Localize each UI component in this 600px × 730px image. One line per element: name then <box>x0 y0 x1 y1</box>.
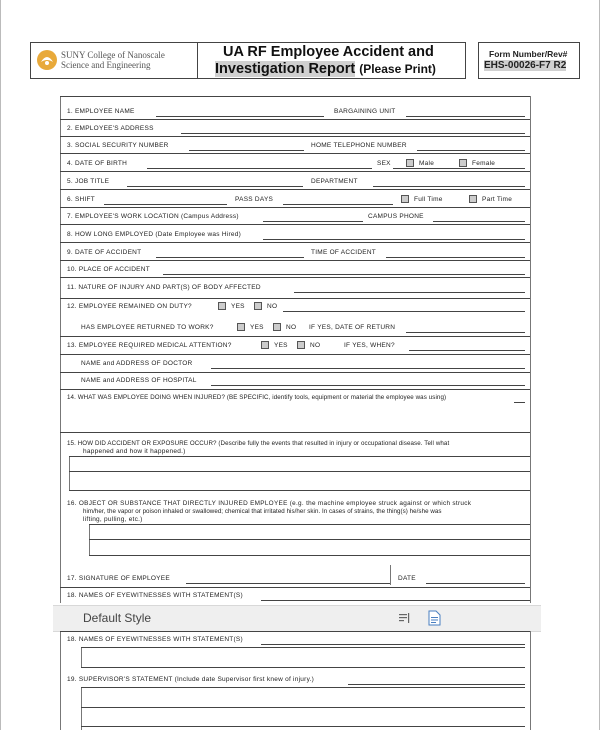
label-sex: SEX <box>377 160 391 167</box>
label-object-3: lifting, pulling, etc.) <box>83 516 143 523</box>
label-employee-name: 1. EMPLOYEE NAME <box>67 108 135 115</box>
label-if-yes-return: IF YES, DATE OF RETURN <box>309 324 396 331</box>
row-divider <box>60 631 530 632</box>
label-remained-yes: YES <box>231 303 245 310</box>
label-doctor: NAME and ADDRESS OF DOCTOR <box>81 360 193 367</box>
row-divider <box>60 389 530 390</box>
edit-style-icon[interactable] <box>398 612 410 624</box>
label-part-time: Part Time <box>482 196 513 203</box>
row-divider <box>60 207 530 208</box>
label-job-title: 5. JOB TITLE <box>67 178 110 185</box>
label-employee-address: 2. EMPLOYEE'S ADDRESS <box>67 125 154 132</box>
label-date: DATE <box>398 575 416 582</box>
report-title-line-1: UA RF Employee Accident and <box>223 44 434 60</box>
how-long-employed-line[interactable] <box>263 239 525 240</box>
how-occur-line-3[interactable] <box>69 490 530 491</box>
style-dropdown[interactable]: Default Style <box>83 611 152 625</box>
row-divider <box>60 119 530 120</box>
supervisor-line-3[interactable] <box>81 707 525 708</box>
nature-of-injury-line[interactable] <box>294 292 525 293</box>
form-border-right-2 <box>530 631 531 730</box>
form-border-right <box>530 96 531 603</box>
how-occur-line-2[interactable] <box>69 471 530 472</box>
date-line[interactable] <box>426 583 525 584</box>
hospital-line[interactable] <box>211 385 525 386</box>
document-icon[interactable] <box>428 610 441 626</box>
row-divider <box>60 298 530 299</box>
employee-name-line[interactable] <box>156 116 324 117</box>
supervisor-line-4[interactable] <box>81 726 525 727</box>
label-eyewitnesses: 18. NAMES OF EYEWITNESSES WITH STATEMENT(S) <box>67 636 243 643</box>
label-signature: 17. SIGNATURE OF EMPLOYEE <box>67 575 170 582</box>
shift-line[interactable] <box>104 204 227 205</box>
eyewitness-line-1[interactable] <box>261 644 525 645</box>
returned-no-checkbox[interactable] <box>273 323 281 331</box>
medical-yes-checkbox[interactable] <box>261 341 269 349</box>
medical-no-checkbox[interactable] <box>297 341 305 349</box>
work-location-line[interactable] <box>263 221 363 222</box>
label-home-phone: HOME TELEPHONE NUMBER <box>311 142 407 149</box>
label-medical-attention: 13. EMPLOYEE REQUIRED MEDICAL ATTENTION? <box>67 342 232 349</box>
campus-phone-line[interactable] <box>433 221 525 222</box>
logo-line-2: Science and Engineering <box>61 60 151 70</box>
label-how-long-employed: 8. HOW LONG EMPLOYED (Date Employee was Hired) <box>67 231 242 238</box>
object-line-1[interactable] <box>89 524 530 525</box>
label-male: Male <box>419 160 435 167</box>
row-divider <box>60 354 530 355</box>
label-bargaining-unit: BARGAINING UNIT <box>334 108 396 115</box>
form-number: EHS-00026-F7 R2 <box>484 60 567 71</box>
label-medical-yes: YES <box>274 342 288 349</box>
full-time-checkbox[interactable] <box>401 195 409 203</box>
medical-when-line[interactable] <box>409 350 525 351</box>
row-divider <box>60 153 530 154</box>
supervisor-line-1[interactable] <box>348 684 525 685</box>
label-returned-no: NO <box>286 324 297 331</box>
row-divider <box>60 260 530 261</box>
remained-no-checkbox[interactable] <box>254 302 262 310</box>
label-female: Female <box>472 160 496 167</box>
supervisor-line-2[interactable] <box>81 687 525 688</box>
object-inner-left <box>89 524 90 556</box>
row-divider <box>60 587 530 588</box>
label-medical-no: NO <box>310 342 321 349</box>
returned-yes-checkbox[interactable] <box>237 323 245 331</box>
label-eyewitnesses-top: 18. NAMES OF EYEWITNESSES WITH STATEMENT(S) <box>67 592 243 599</box>
object-line-3[interactable] <box>89 555 530 556</box>
department-line[interactable] <box>373 186 525 187</box>
label-supervisor-statement: 19. SUPERVISOR'S STATEMENT (Include date Supervisor first knew of injury.) <box>67 676 315 683</box>
label-hospital: NAME and ADDRESS OF HOSPITAL <box>81 377 197 384</box>
label-department: DEPARTMENT <box>311 178 358 185</box>
label-date-of-accident: 9. DATE OF ACCIDENT <box>67 249 142 256</box>
label-object-1: 16. OBJECT OR SUBSTANCE THAT DIRECTLY INJURED EMPLOYEE (e.g. the machine employee struck against or which struck <box>67 500 472 507</box>
form-border-left-2 <box>60 631 61 730</box>
row-divider <box>60 136 530 137</box>
home-phone-line[interactable] <box>417 150 525 151</box>
label-returned-to-work: HAS EMPLOYEE RETURNED TO WORK? <box>81 324 214 331</box>
place-of-accident-line[interactable] <box>163 274 525 275</box>
label-if-yes-when: IF YES, WHEN? <box>344 342 395 349</box>
male-checkbox[interactable] <box>406 159 414 167</box>
label-object-2: him/her, the vapor or poison inhaled or swallowed; chemical that irritated his/her skin. In cases of strains, the thing(s) he/she was <box>83 508 442 515</box>
eyewitness-inner-left <box>81 647 82 667</box>
eyewitness-line-3[interactable] <box>81 667 525 668</box>
ssn-line[interactable] <box>189 150 304 151</box>
signature-separator <box>390 565 391 585</box>
label-place-of-accident: 10. PLACE OF ACCIDENT <box>67 266 150 273</box>
bargaining-unit-line[interactable] <box>406 116 525 117</box>
label-full-time: Full Time <box>414 196 443 203</box>
supervisor-inner-left <box>81 687 82 730</box>
label-work-location: 7. EMPLOYEE'S WORK LOCATION (Campus Address) <box>67 213 239 220</box>
label-how-occur-1: 15. HOW DID ACCIDENT OR EXPOSURE OCCUR? (Describe fully the events that resulted in injury or occupational disease. Tell what <box>67 440 450 447</box>
remained-yes-checkbox[interactable] <box>218 302 226 310</box>
label-shift: 6. SHIFT <box>67 196 96 203</box>
logo-line-1: SUNY College of Nanoscale <box>61 50 165 60</box>
report-title-highlight: Investigation Report <box>215 61 356 77</box>
job-title-line[interactable] <box>127 186 303 187</box>
sex-line <box>393 168 525 169</box>
label-dob: 4. DATE OF BIRTH <box>67 160 128 167</box>
object-line-2[interactable] <box>89 539 530 540</box>
how-occur-inner-left <box>69 456 70 491</box>
row-divider <box>60 242 530 243</box>
label-nature-of-injury: 11. NATURE OF INJURY AND PART(S) OF BODY AFFECTED <box>67 284 261 291</box>
form-border-top <box>60 96 530 97</box>
doctor-line[interactable] <box>211 368 525 369</box>
eyewitness-line-top[interactable] <box>261 600 530 601</box>
report-title-suffix: (Please Print) <box>359 62 436 76</box>
pass-days-line[interactable] <box>283 204 393 205</box>
time-of-accident-line[interactable] <box>386 257 525 258</box>
what-doing-line-1[interactable] <box>514 402 525 403</box>
return-date-line[interactable] <box>406 332 525 333</box>
row-divider <box>60 372 530 373</box>
form-number-label: Form Number/Rev# <box>489 49 568 59</box>
form-border-left <box>60 96 61 603</box>
row-divider <box>60 336 530 337</box>
style-toolbar <box>53 605 541 632</box>
part-time-checkbox[interactable] <box>469 195 477 203</box>
remained-line <box>283 311 525 312</box>
row-divider <box>60 277 530 278</box>
label-campus-phone: CAMPUS PHONE <box>368 213 424 220</box>
date-of-accident-line[interactable] <box>156 257 304 258</box>
row-divider <box>60 432 530 433</box>
label-remained-on-duty: 12. EMPLOYEE REMAINED ON DUTY? <box>67 303 192 310</box>
label-remained-no: NO <box>267 303 278 310</box>
how-occur-line-1[interactable] <box>69 456 530 457</box>
label-time-of-accident: TIME OF ACCIDENT <box>311 249 377 256</box>
label-how-occur-2: happened and how it happened.) <box>83 448 186 455</box>
label-returned-yes: YES <box>250 324 264 331</box>
row-divider <box>60 224 530 225</box>
eyewitness-line-2[interactable] <box>81 647 525 648</box>
row-divider <box>60 171 530 172</box>
signature-line[interactable] <box>186 583 390 584</box>
report-title-line-2 <box>215 61 436 77</box>
suny-logo-icon <box>36 49 58 71</box>
dob-line[interactable] <box>147 168 372 169</box>
female-checkbox[interactable] <box>459 159 467 167</box>
row-divider <box>60 189 530 190</box>
label-pass-days: PASS DAYS <box>235 196 274 203</box>
label-ssn: 3. SOCIAL SECURITY NUMBER <box>67 142 169 149</box>
employee-address-line[interactable] <box>181 133 525 134</box>
label-what-doing: 14. WHAT WAS EMPLOYEE DOING WHEN INJURED? (BE SPECIFIC, identify tools, equipment or material the employee was using) <box>67 394 447 401</box>
